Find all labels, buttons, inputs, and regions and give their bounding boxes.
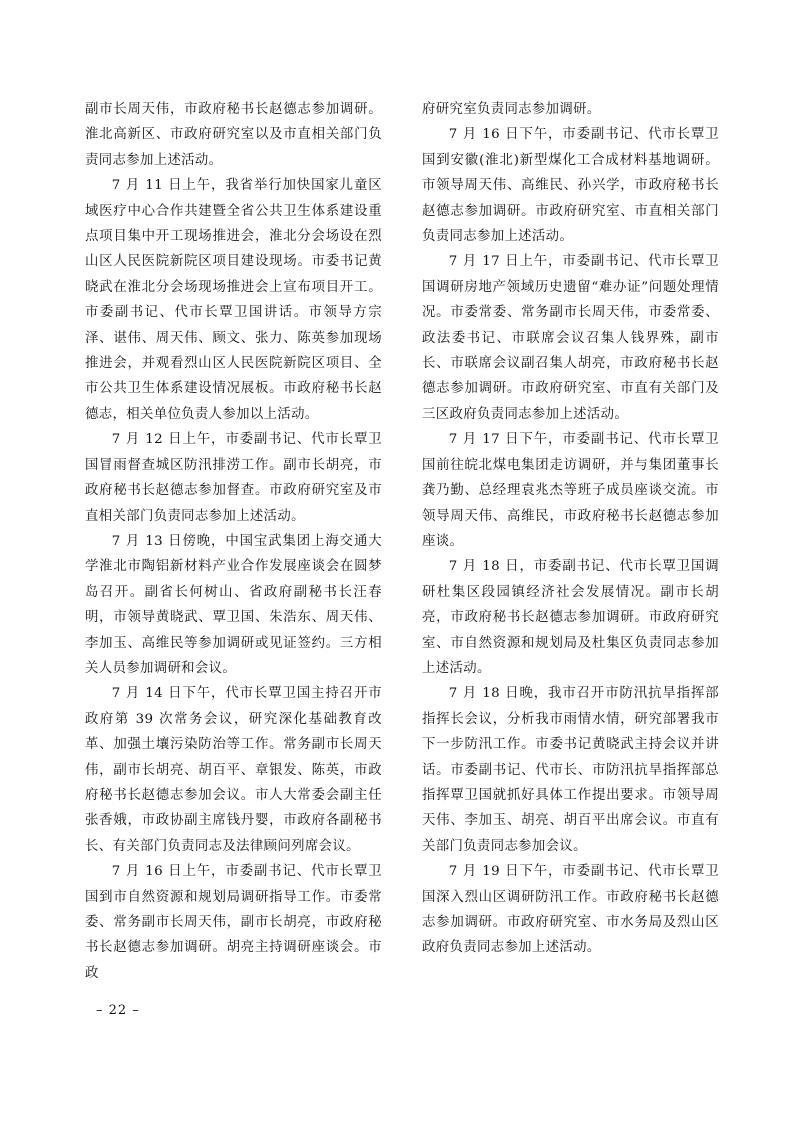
paragraph: 副市长周天伟，市政府秘书长赵德志参加调研。淮北高新区、市政府研究室以及市直相关部门负责同志参加上述活动。	[85, 102, 382, 168]
left-column	[85, 97, 382, 1037]
paragraph: 7 月 14 日下午，代市长覃卫国主持召开市政府第 39 次常务会议，研究深化基础教育改革、加强土壤污染防治等工作。常务副市长周天伟，副市长胡亮、胡百平、章银发、陈英，市政府秘书长赵德志参加会议。市人大常委会副主任张香娥，市政协副主席钱丹婴，市政府各副秘书长、有关部门负责同志及法律顾问列席会议。	[85, 686, 382, 854]
paragraph: 7 月 16 日上午，市委副书记、代市长覃卫国到市自然资源和规划局调研指导工作。市委常委、常务副市长周天伟，副市长胡亮，市政府秘书长赵德志参加调研。胡亮主持调研座谈会。市政	[85, 864, 382, 981]
paragraph: 7 月 17 日下午，市委副书记、代市长覃卫国前往皖北煤电集团走访调研，并与集团董事长龚乃勤、总经理袁兆杰等班子成员座谈交流。市领导周天伟、高维民，市政府秘书长赵德志参加座谈。	[422, 432, 719, 549]
paragraph: 7 月 17 日上午，市委副书记、代市长覃卫国调研房地产领域历史遗留“难办证”问题处理情况。市委常委、常务副市长周天伟，市委常委、政法委书记、市联席会议召集人钱界殊，副市长、市联席会议副召集人胡亮，市政府秘书长赵德志参加调研。市政府研究室、市直有关部门及三区政府负责同志参加上述活动。	[422, 254, 719, 422]
paragraph: 7 月 13 日傍晚，中国宝武集团上海交通大学淮北市陶铝新材料产业合作发展座谈会在圆梦岛召开。副省长何树山、省政府副秘书长汪春明，市领导黄晓武、覃卫国、朱浩东、周天伟、李加玉、高维民等参加调研或见证签约。三方相关人员参加调研和会议。	[85, 533, 382, 676]
paragraph: 7 月 18 日晚，我市召开市防汛抗旱指挥部指挥长会议，分析我市雨情水情，研究部署我市下一步防汛工作。市委书记黄晓武主持会议并讲话。市委副书记、代市长、市防汛抗旱指挥部总指挥覃卫国就抓好具体工作提出要求。市领导周天伟、李加玉、胡亮、胡百平出席会议。市直有关部门负责同志参加会议。	[422, 686, 719, 854]
page-number: – 22 –	[96, 1003, 140, 1018]
paragraph: 7 月 19 日下午，市委副书记、代市长覃卫国深入烈山区调研防汛工作。市政府秘书长赵德志参加调研。市政府研究室、市水务局及烈山区政府负责同志参加上述活动。	[422, 864, 719, 956]
document-page	[85, 97, 719, 1037]
paragraph: 府研究室负责同志参加调研。	[422, 102, 601, 117]
paragraph: 7 月 16 日下午，市委副书记、代市长覃卫国到安徽(淮北)新型煤化工合成材料基地调研。市领导周天伟、高维民、孙兴学，市政府秘书长赵德志参加调研。市政府研究室、市直相关部门负责同志参加上述活动。	[422, 127, 719, 245]
paragraph: 7 月 18 日，市委副书记、代市长覃卫国调研杜集区段园镇经济社会发展情况。副市长胡亮，市政府秘书长赵德志参加调研。市政府研究室、市自然资源和规划局及杜集区负责同志参加上述活动。	[422, 559, 719, 676]
right-column	[422, 97, 719, 1037]
paragraph: 7 月 12 日上午，市委副书记、代市长覃卫国冒雨督查城区防汛排涝工作。副市长胡亮，市政府秘书长赵德志参加督查。市政府研究室及市直相关部门负责同志参加上述活动。	[85, 432, 382, 524]
paragraph: 7 月 11 日上午，我省举行加快国家儿童区域医疗中心合作共建暨全省公共卫生体系建设重点项目集中开工现场推进会，淮北分会场设在烈山区人民医院新院区项目建设现场。市委书记黄晓武在淮北分会场现场推进会上宣布项目开工。市委副书记、代市长覃卫国讲话。市领导方宗泽、谌伟、周天伟、顾文、张力、陈英参加现场推进会，并观看烈山区人民医院新院区项目、全市公共卫生体系建设情况展板。市政府秘书长赵德志，相关单位负责人参加以上活动。	[85, 178, 382, 422]
